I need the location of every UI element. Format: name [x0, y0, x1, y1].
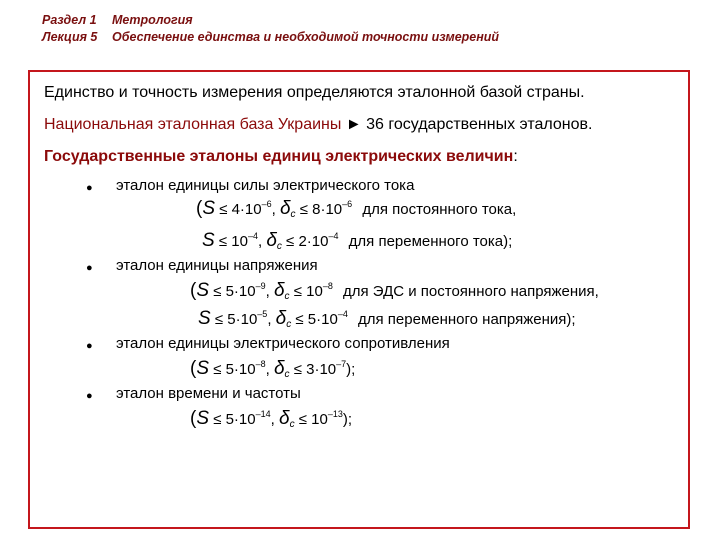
header-lecture-label: Лекция 5 [42, 30, 98, 44]
formula-voltage-dc: ($S \le 5\cdot 10^{-9}$, $\delta_c \le 10^{-8}$ для ЭДС и постоянного напряжения, [190, 280, 599, 302]
item-voltage: эталон единицы напряжения [116, 257, 318, 274]
national-base-line [44, 116, 592, 134]
bullet-icon: ● [86, 390, 93, 402]
bullet-icon: ● [86, 340, 93, 352]
section-title-line [44, 148, 518, 166]
bullet-icon: ● [86, 182, 93, 194]
item-resistance: эталон единицы электрического сопротивления [116, 335, 450, 352]
national-count: 36 государственных эталонов. [366, 116, 593, 133]
national-base-label: Национальная эталонная база Украины [44, 116, 342, 133]
formula-current-dc: ($S \le 4\cdot 10^{-6}$, $\delta_c \le 8\cdot 10^{-6}$ для постоянного тока, [196, 198, 517, 220]
bullet-icon: ● [86, 262, 93, 274]
formula-time: ($S \le 5\cdot 10^{-14}$, $\delta_c \le 10^{-13}$); [190, 408, 353, 430]
header-section-label: Раздел 1 [42, 13, 97, 27]
slide-header [42, 12, 499, 46]
item-current: эталон единицы силы электрического тока [116, 177, 415, 194]
section-colon: : [513, 148, 518, 165]
formula-resistance: ($S \le 5\cdot 10^{-8}$, $\delta_c \le 3\cdot 10^{-7}$); [190, 358, 356, 380]
header-section-text: Метрология [112, 13, 193, 27]
formula-voltage-ac: $S \le 5\cdot 10^{-5}$, $\delta_c \le 5\cdot 10^{-4}$ для переменного напряжения); [198, 308, 576, 330]
item-time: эталон времени и частоты [116, 385, 301, 402]
formula-current-ac: $S \le 10^{-4}$, $\delta_c \le 2\cdot 10^{-4}$ для переменного тока); [202, 230, 513, 252]
header-line-2 [42, 29, 499, 46]
intro-text: Единство и точность измерения определяются эталонной базой страны. [44, 84, 585, 101]
section-title: Государственные эталоны единиц электрических величин [44, 148, 514, 165]
header-line-1 [42, 12, 499, 29]
arrow-icon: ► [345, 116, 362, 133]
header-lecture-text: Обеспечение единства и необходимой точности измерений [112, 30, 500, 44]
